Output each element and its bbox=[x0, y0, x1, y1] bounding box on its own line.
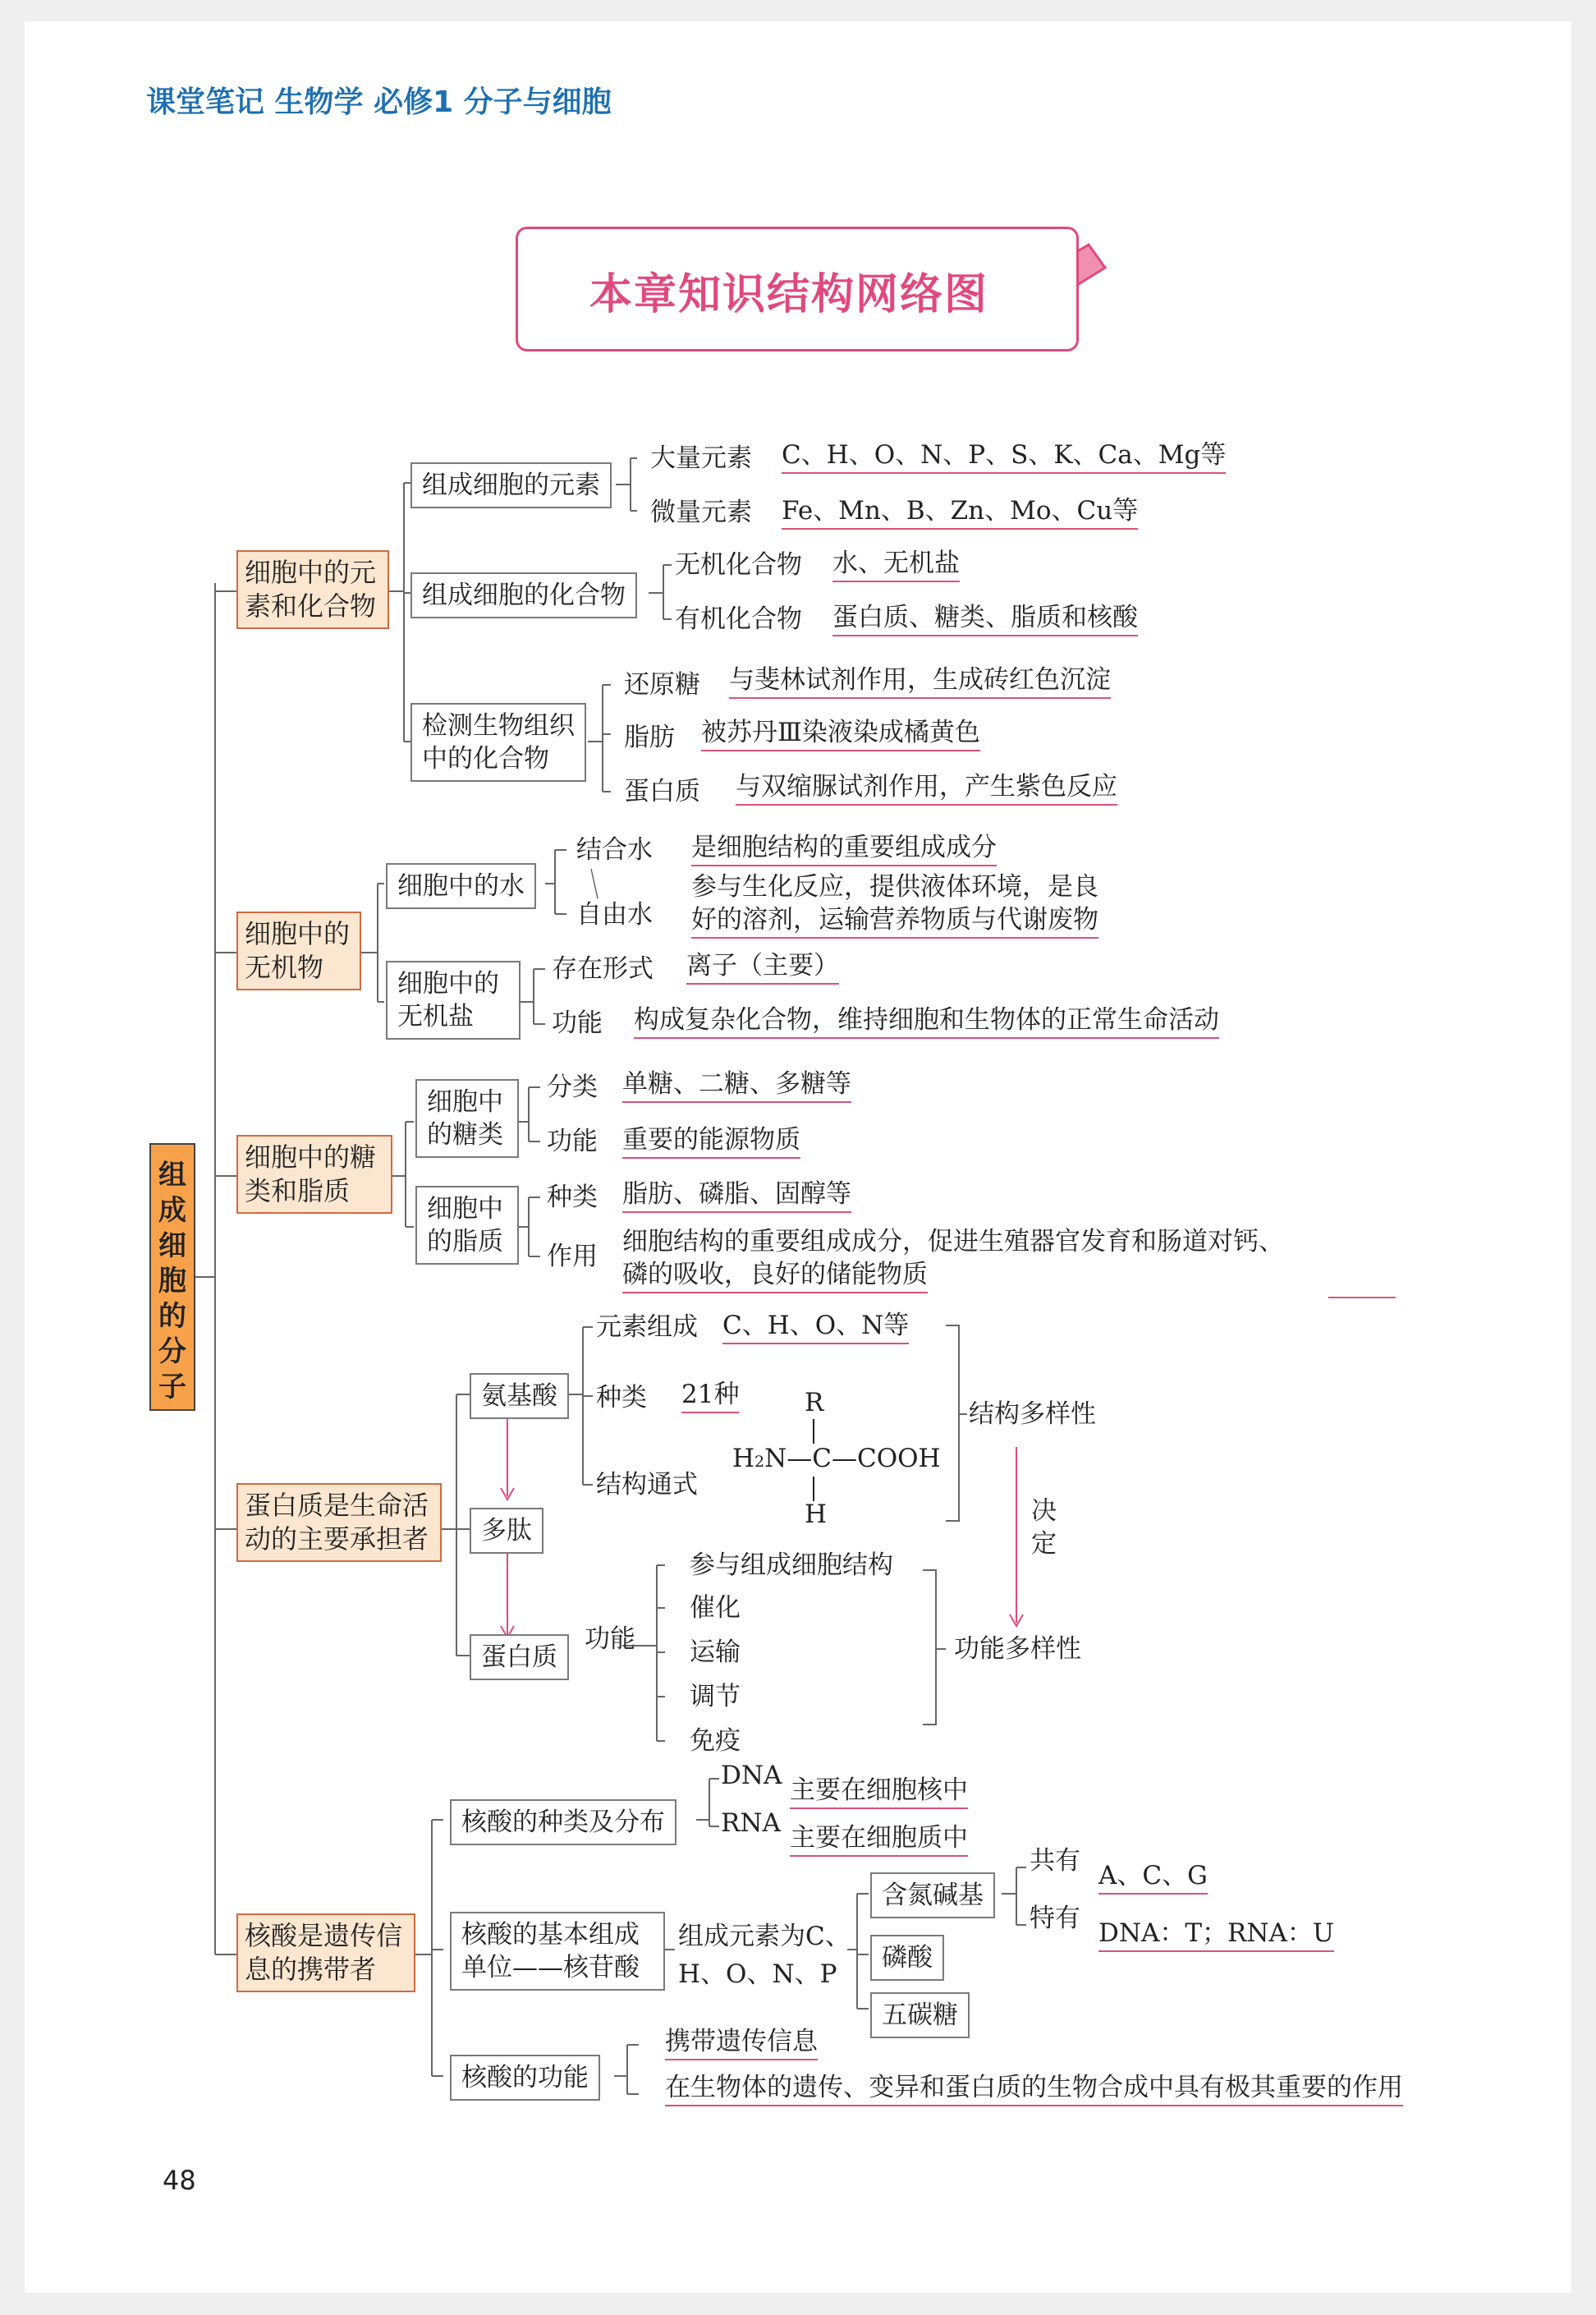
formula-subscript: 2 bbox=[754, 1453, 765, 1471]
formula-bond-top bbox=[813, 1419, 814, 1444]
decides-char: 决 bbox=[1031, 1496, 1057, 1526]
value-amino-kinds: 21种 bbox=[681, 1378, 739, 1413]
value-organic: 蛋白质、糖类、脂质和核酸 bbox=[832, 601, 1138, 636]
label-decides bbox=[1031, 1495, 1057, 1560]
label-unique-bases: 特有 bbox=[1030, 1904, 1080, 1933]
category-protein bbox=[236, 1483, 442, 1562]
value-major-elements: C、H、O、N、P、S、K、Ca、Mg等 bbox=[782, 439, 1226, 474]
label-reducing-sugar: 还原糖 bbox=[624, 670, 700, 700]
category-line: 动的主要承担者 bbox=[245, 1523, 429, 1555]
nucleic-function-1: 携带遗传信息 bbox=[665, 2025, 818, 2060]
value-trace-elements: Fe、Mn、B、Zn、Mo、Cu等 bbox=[782, 494, 1138, 530]
node-line: 无机盐 bbox=[397, 1002, 474, 1031]
node-line: 中的化合物 bbox=[422, 744, 549, 774]
root-topic bbox=[149, 1143, 195, 1411]
nucleotide-elements-2: H、O、N、P bbox=[678, 1959, 837, 1989]
value-fat: 被苏丹Ⅲ染液染成橘黄色 bbox=[701, 716, 980, 751]
node-nitrogen-base: 含氮碱基 bbox=[870, 1872, 995, 1918]
node-cell-elements: 组成细胞的元素 bbox=[410, 462, 612, 508]
node-pentose: 五碳糖 bbox=[870, 1992, 970, 2038]
category-line: 蛋白质是生命活 bbox=[245, 1490, 429, 1521]
category-line: 息的携带者 bbox=[245, 1954, 377, 1985]
value-free-water-2: 好的溶剂，运输营养物质与代谢废物 bbox=[691, 903, 1098, 939]
label-dna: DNA bbox=[721, 1761, 782, 1790]
root-label: 组成细胞的分子 bbox=[158, 1159, 186, 1403]
node-nucleic-function: 核酸的功能 bbox=[450, 2055, 600, 2101]
protein-function-5: 免疫 bbox=[690, 1726, 741, 1756]
nucleic-function-2: 在生物体的遗传、变异和蛋白质的生物合成中具有极其重要的作用 bbox=[665, 2071, 1403, 2106]
label-amino-elements: 元素组成 bbox=[596, 1312, 698, 1342]
label-organic: 有机化合物 bbox=[675, 604, 802, 634]
value-salt-form: 离子（主要） bbox=[686, 949, 839, 985]
decides-char: 定 bbox=[1031, 1529, 1057, 1559]
category-line: 核酸是遗传信 bbox=[245, 1920, 403, 1951]
formula-r-group: R bbox=[805, 1388, 824, 1417]
protein-function-2: 催化 bbox=[690, 1593, 741, 1623]
page-header: 课堂笔记 生物学 必修1 分子与细胞 bbox=[146, 85, 612, 119]
category-line: 无机物 bbox=[245, 952, 324, 983]
node-line: 检测生物组织 bbox=[422, 711, 575, 741]
value-rna: 主要在细胞质中 bbox=[790, 1821, 968, 1857]
label-salt-function: 功能 bbox=[552, 1008, 603, 1038]
label-common-bases: 共有 bbox=[1030, 1846, 1080, 1876]
category-line: 细胞中的元 bbox=[245, 557, 377, 588]
label-major-elements: 大量元素 bbox=[650, 443, 752, 473]
amino-formula bbox=[726, 1386, 941, 1529]
label-protein-function: 功能 bbox=[585, 1624, 635, 1654]
node-cell-sugar bbox=[415, 1079, 519, 1158]
label-inorganic: 无机化合物 bbox=[675, 550, 802, 580]
category-line: 素和化合物 bbox=[245, 590, 377, 622]
value-lipid-role-1: 细胞结构的重要组成成分，促进生殖器官发育和肠道对钙、 bbox=[622, 1227, 1284, 1256]
node-nucleotide bbox=[450, 1912, 665, 1991]
node-protein: 蛋白质 bbox=[470, 1634, 569, 1680]
label-trace-elements: 微量元素 bbox=[650, 498, 752, 527]
label-structure-diversity: 结构多样性 bbox=[969, 1399, 1096, 1429]
category-line: 细胞中的糖 bbox=[245, 1141, 377, 1173]
label-function-diversity: 功能多样性 bbox=[954, 1634, 1081, 1664]
category-sugar-lipid bbox=[236, 1135, 392, 1214]
value-reducing-sugar: 与斐林试剂作用，生成砖红色沉淀 bbox=[729, 664, 1111, 699]
label-free-water: 自由水 bbox=[576, 900, 653, 930]
value-common-bases: A、C、G bbox=[1098, 1859, 1208, 1895]
label-fat: 脂肪 bbox=[624, 723, 675, 752]
nucleotide-elements-1: 组成元素为C、 bbox=[678, 1922, 851, 1951]
label-lipid-kind: 种类 bbox=[547, 1183, 598, 1212]
node-line: 细胞中 bbox=[427, 1087, 503, 1117]
node-cell-salt bbox=[386, 961, 521, 1040]
node-line: 单位——核苷酸 bbox=[461, 1953, 640, 1982]
node-line: 细胞中的 bbox=[397, 969, 499, 999]
value-sugar-function: 重要的能源物质 bbox=[622, 1123, 800, 1159]
node-line: 的脂质 bbox=[427, 1227, 503, 1256]
formula-bottom-h: H bbox=[805, 1500, 828, 1529]
protein-function-1: 参与组成细胞结构 bbox=[690, 1550, 893, 1580]
label-protein: 蛋白质 bbox=[624, 777, 700, 806]
value-amino-elements: C、H、O、N等 bbox=[722, 1309, 909, 1344]
label-bound-water: 结合水 bbox=[576, 835, 653, 865]
label-rna: RNA bbox=[721, 1808, 781, 1838]
value-lipid-kind: 脂肪、磷脂、固醇等 bbox=[622, 1178, 851, 1213]
category-line: 细胞中的 bbox=[245, 918, 351, 949]
formula-main bbox=[732, 1442, 941, 1478]
node-amino-acid: 氨基酸 bbox=[470, 1373, 569, 1419]
node-cell-compounds: 组成细胞的化合物 bbox=[410, 572, 637, 618]
category-nucleic-acid bbox=[236, 1913, 415, 1992]
protein-function-4: 调节 bbox=[690, 1682, 741, 1711]
value-protein: 与双缩脲试剂作用，产生紫色反应 bbox=[736, 770, 1117, 806]
label-lipid-role: 作用 bbox=[547, 1242, 598, 1271]
formula-rest: N—C—COOH bbox=[764, 1444, 941, 1473]
node-phosphate: 磷酸 bbox=[870, 1935, 944, 1981]
value-sugar-kind: 单糖、二糖、多糖等 bbox=[622, 1068, 851, 1103]
value-lipid-role-2: 磷的吸收，良好的储能物质 bbox=[622, 1258, 928, 1293]
node-cell-water: 细胞中的水 bbox=[386, 863, 536, 909]
label-general-formula: 结构通式 bbox=[596, 1470, 698, 1500]
formula-h: H bbox=[732, 1444, 755, 1473]
page-number: 48 bbox=[163, 2165, 196, 2196]
value-bound-water: 是细胞结构的重要组成成分 bbox=[691, 831, 997, 866]
value-unique-bases: DNA：T；RNA：U bbox=[1098, 1917, 1334, 1952]
node-line: 核酸的基本组成 bbox=[461, 1920, 640, 1950]
label-sugar-kind: 分类 bbox=[547, 1073, 598, 1102]
label-amino-kinds: 种类 bbox=[596, 1383, 647, 1412]
value-inorganic: 水、无机盐 bbox=[832, 547, 960, 582]
node-cell-lipid bbox=[415, 1186, 519, 1265]
value-dna: 主要在细胞核中 bbox=[790, 1774, 968, 1809]
protein-function-3: 运输 bbox=[690, 1637, 741, 1667]
label-salt-form: 存在形式 bbox=[552, 954, 654, 984]
label-sugar-function: 功能 bbox=[547, 1127, 598, 1156]
category-inorganic bbox=[236, 912, 361, 990]
node-line: 细胞中 bbox=[427, 1194, 503, 1224]
value-free-water-1: 参与生化反应，提供液体环境，是良 bbox=[691, 872, 1098, 902]
node-polypeptide: 多肽 bbox=[470, 1508, 543, 1554]
node-detect-compounds bbox=[410, 703, 586, 782]
category-elements-compounds bbox=[236, 550, 389, 629]
node-nucleic-types: 核酸的种类及分布 bbox=[450, 1799, 676, 1845]
chapter-title: 本章知识结构网络图 bbox=[589, 270, 989, 319]
category-line: 类和脂质 bbox=[245, 1175, 351, 1206]
node-line: 的糖类 bbox=[427, 1120, 503, 1150]
value-salt-function: 构成复杂化合物，维持细胞和生物体的正常生命活动 bbox=[634, 1004, 1219, 1039]
